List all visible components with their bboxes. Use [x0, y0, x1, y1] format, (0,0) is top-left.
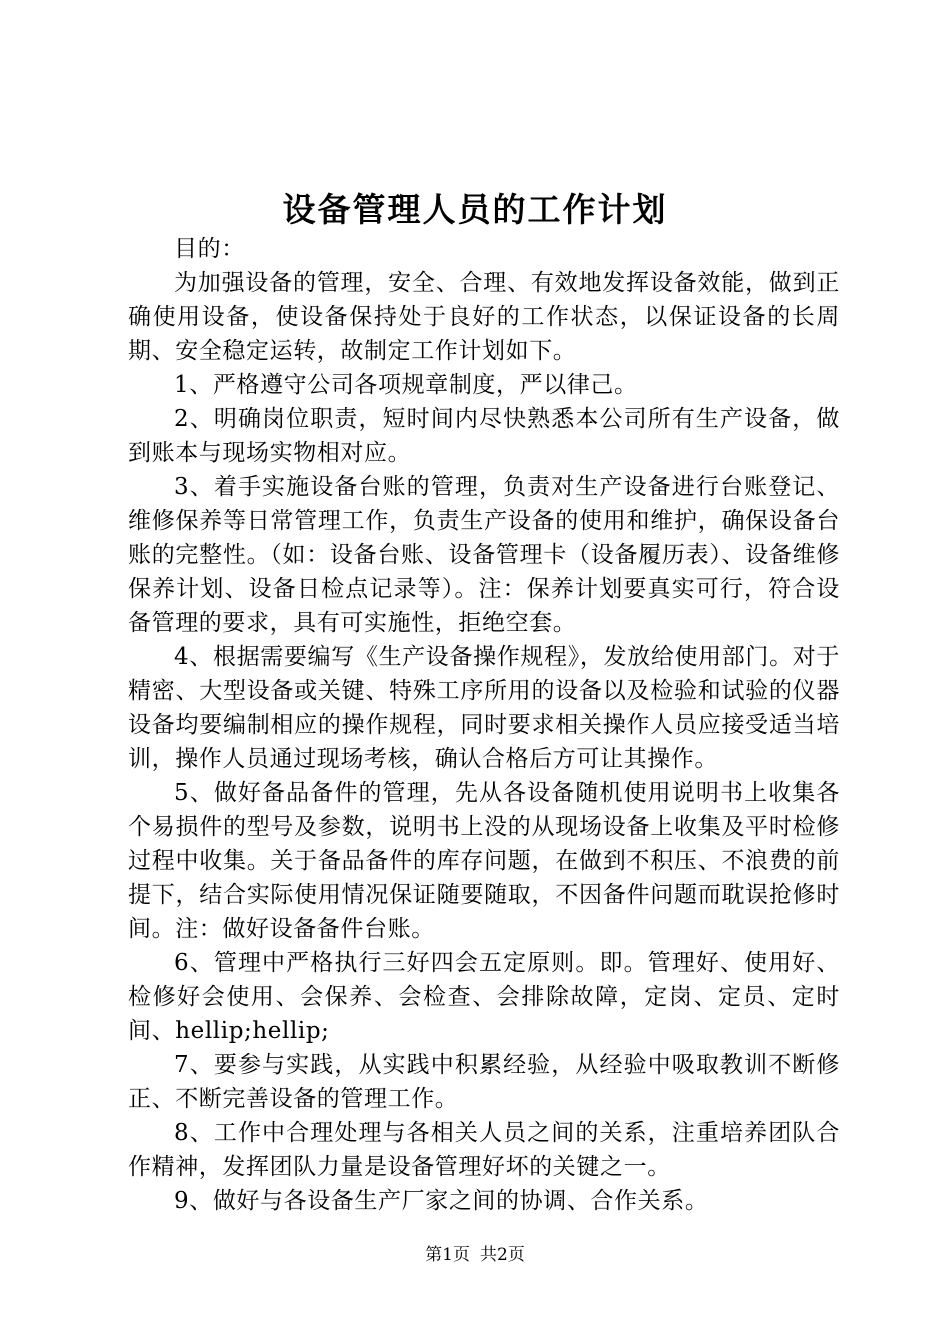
paragraph-item-3: 3、着手实施设备台账的管理，负责对生产设备进行台账登记、维修保养等日常管理工作，负责生产设备的使用和维护，确保设备台账的完整性。（如：设备台账、设备管理卡（设备履历表）、设备维修保养计划、设备日检点记录等）。注：保养计划要真实可行，符合设备管理的要求，具有可实施性，拒绝空套。	[128, 474, 840, 636]
page-total: 共2页	[480, 1245, 525, 1265]
document-body	[128, 232, 840, 1218]
paragraph-purpose-label: 目的：	[174, 236, 245, 262]
paragraph-item-6: 6、管理中严格执行三好四会五定原则。即。管理好、使用好、检修好会使用、会保养、会检查、会排除故障，定岗、定员、定时间、hellip;hellip;	[128, 950, 840, 1044]
paragraph-item-8: 8、工作中合理处理与各相关人员之间的关系，注重培养团队合作精神，发挥团队力量是设备管理好坏的关键之一。	[128, 1120, 840, 1180]
paragraph-item-1: 1、严格遵守公司各项规章制度，严以律己。	[174, 372, 638, 398]
paragraph-item-5: 5、做好备品备件的管理，先从各设备随机使用说明书上收集各个易损件的型号及参数，说明书上没的从现场设备上收集及平时检修过程中收集。关于备品备件的库存问题，在做到不积压、不浪费的前提下，结合实际使用情况保证随要随取，不因备件问题而耽误抢修时间。注：做好设备备件台账。	[128, 780, 840, 942]
paragraph-item-2: 2、明确岗位职责，短时间内尽快熟悉本公司所有生产设备，做到账本与现场实物相对应。	[128, 406, 840, 466]
paragraph-item-9: 9、做好与各设备生产厂家之间的协调、合作关系。	[174, 1188, 709, 1214]
page-footer	[0, 1243, 950, 1267]
paragraph-item-4: 4、根据需要编写《生产设备操作规程》，发放给使用部门。对于精密、大型设备或关键、特殊工序所用的设备以及检验和试验的仪器设备均要编制相应的操作规程，同时要求相关操作人员应接受适当培训，操作人员通过现场考核，确认合格后方可让其操作。	[128, 644, 840, 772]
paragraph-purpose: 为加强设备的管理，安全、合理、有效地发挥设备效能，做到正确使用设备，使设备保持处于良好的工作状态，以保证设备的长周期、安全稳定运转，故制定工作计划如下。	[128, 270, 840, 364]
document-title: 设备管理人员的工作计划	[282, 190, 668, 229]
paragraph-item-7: 7、要参与实践，从实践中积累经验，从经验中吸取教训不断修正、不断完善设备的管理工作。	[128, 1052, 840, 1112]
page-number: 第1页	[425, 1245, 470, 1265]
